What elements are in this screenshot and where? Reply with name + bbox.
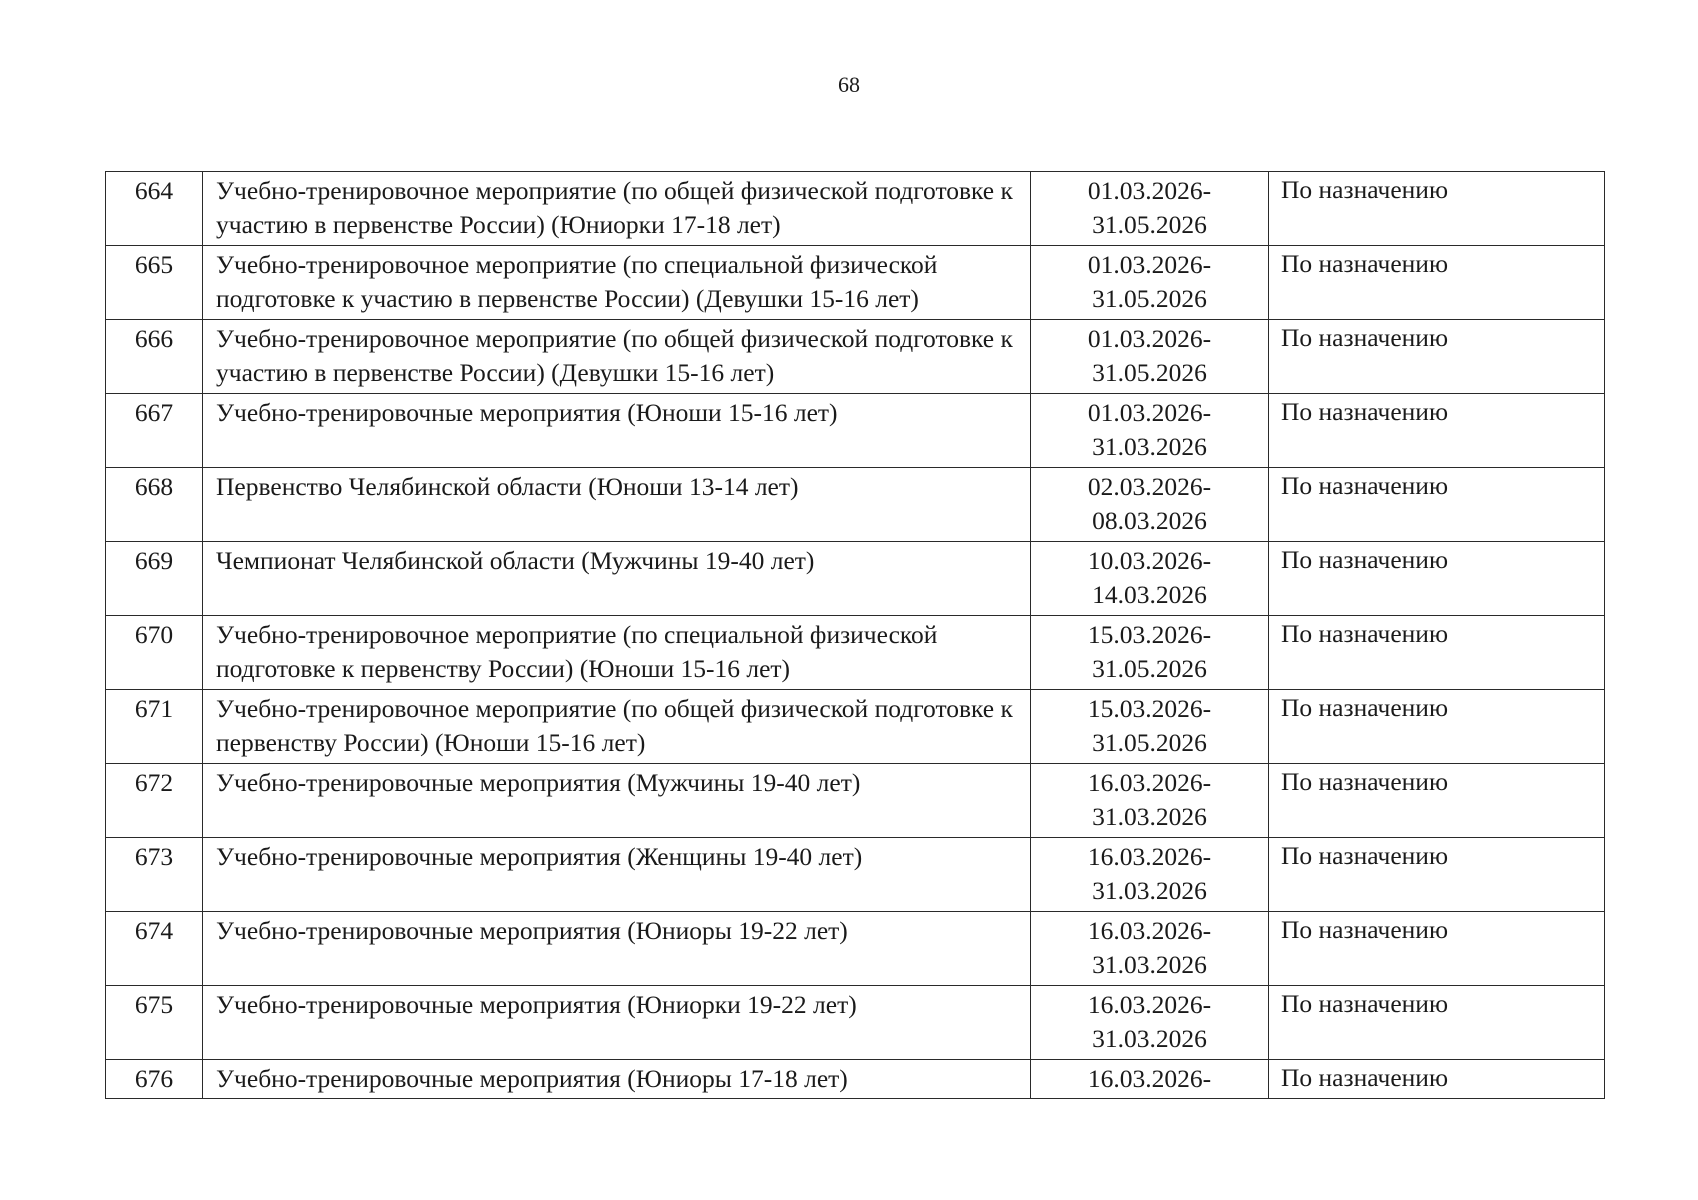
date-start: 16.03.2026- xyxy=(1087,990,1212,1019)
date-end: 31.03.2026 xyxy=(1092,1024,1207,1053)
events-table-body xyxy=(106,172,1605,1099)
event-dates xyxy=(1031,172,1269,246)
date-start: 16.03.2026- xyxy=(1087,1064,1212,1093)
event-place: По назначению xyxy=(1269,394,1605,468)
event-name: Учебно-тренировочное мероприятие (по общей физической подготовке к первенству России) (Юноши 15-16 лет) xyxy=(203,690,1031,764)
row-number: 668 xyxy=(106,468,203,542)
row-number: 669 xyxy=(106,542,203,616)
date-start: 01.03.2026- xyxy=(1087,324,1212,353)
event-place: По назначению xyxy=(1269,320,1605,394)
date-end: 31.03.2026 xyxy=(1092,432,1207,461)
event-place: По назначению xyxy=(1269,838,1605,912)
event-dates xyxy=(1031,912,1269,986)
date-end: 31.05.2026 xyxy=(1092,284,1207,313)
page-number: 68 xyxy=(838,72,860,97)
event-name: Чемпионат Челябинской области (Мужчины 19-40 лет) xyxy=(203,542,1031,616)
date-end: 31.05.2026 xyxy=(1092,728,1207,757)
event-place: По назначению xyxy=(1269,246,1605,320)
event-dates xyxy=(1031,394,1269,468)
date-end: 31.05.2026 xyxy=(1092,210,1207,239)
table-row xyxy=(106,616,1605,690)
event-name: Учебно-тренировочное мероприятие (по специальной физической подготовке к первенству России) (Юноши 15-16 лет) xyxy=(203,616,1031,690)
table-row xyxy=(106,542,1605,616)
date-start: 15.03.2026- xyxy=(1087,620,1212,649)
date-end: 31.03.2026 xyxy=(1092,950,1207,979)
event-dates xyxy=(1031,764,1269,838)
date-start: 01.03.2026- xyxy=(1087,250,1212,279)
date-start: 01.03.2026- xyxy=(1087,176,1212,205)
event-name: Учебно-тренировочные мероприятия (Юниоры 17-18 лет) xyxy=(203,1060,1031,1099)
date-end: 31.05.2026 xyxy=(1092,358,1207,387)
date-end: 31.05.2026 xyxy=(1092,654,1207,683)
event-dates xyxy=(1031,986,1269,1060)
row-number: 672 xyxy=(106,764,203,838)
date-start: 02.03.2026- xyxy=(1087,472,1212,501)
table-row xyxy=(106,912,1605,986)
date-start: 16.03.2026- xyxy=(1087,842,1212,871)
event-name: Учебно-тренировочное мероприятие (по специальной физической подготовке к участию в первенстве России) (Девушки 15-16 лет) xyxy=(203,246,1031,320)
row-number: 670 xyxy=(106,616,203,690)
date-end: 31.03.2026 xyxy=(1092,876,1207,905)
event-place: По назначению xyxy=(1269,542,1605,616)
event-name: Учебно-тренировочные мероприятия (Женщины 19-40 лет) xyxy=(203,838,1031,912)
event-place: По назначению xyxy=(1269,912,1605,986)
table-row xyxy=(106,986,1605,1060)
table-row xyxy=(106,394,1605,468)
row-number: 667 xyxy=(106,394,203,468)
event-dates xyxy=(1031,616,1269,690)
event-name: Учебно-тренировочные мероприятия (Юниорки 19-22 лет) xyxy=(203,986,1031,1060)
event-name: Первенство Челябинской области (Юноши 13-14 лет) xyxy=(203,468,1031,542)
event-place: По назначению xyxy=(1269,468,1605,542)
date-end: 14.03.2026 xyxy=(1092,580,1207,609)
table-row xyxy=(106,172,1605,246)
event-name: Учебно-тренировочные мероприятия (Юниоры 19-22 лет) xyxy=(203,912,1031,986)
event-dates xyxy=(1031,1060,1269,1099)
event-dates xyxy=(1031,468,1269,542)
date-end: 31.03.2026 xyxy=(1092,802,1207,831)
event-place: По назначению xyxy=(1269,690,1605,764)
event-name: Учебно-тренировочное мероприятие (по общей физической подготовке к участию в первенстве России) (Девушки 15-16 лет) xyxy=(203,320,1031,394)
row-number: 676 xyxy=(106,1060,203,1099)
event-dates xyxy=(1031,246,1269,320)
date-start: 16.03.2026- xyxy=(1087,768,1212,797)
row-number: 674 xyxy=(106,912,203,986)
event-name: Учебно-тренировочное мероприятие (по общей физической подготовке к участию в первенстве России) (Юниорки 17-18 лет) xyxy=(203,172,1031,246)
event-name: Учебно-тренировочные мероприятия (Юноши 15-16 лет) xyxy=(203,394,1031,468)
event-name: Учебно-тренировочные мероприятия (Мужчины 19-40 лет) xyxy=(203,764,1031,838)
table-row xyxy=(106,690,1605,764)
date-start: 16.03.2026- xyxy=(1087,916,1212,945)
row-number: 671 xyxy=(106,690,203,764)
table-row xyxy=(106,468,1605,542)
row-number: 666 xyxy=(106,320,203,394)
event-dates xyxy=(1031,838,1269,912)
row-number: 664 xyxy=(106,172,203,246)
event-dates xyxy=(1031,542,1269,616)
event-place: По назначению xyxy=(1269,616,1605,690)
table-row xyxy=(106,838,1605,912)
event-place: По назначению xyxy=(1269,764,1605,838)
row-number: 675 xyxy=(106,986,203,1060)
event-place: По назначению xyxy=(1269,986,1605,1060)
row-number: 665 xyxy=(106,246,203,320)
table-row xyxy=(106,320,1605,394)
date-start: 10.03.2026- xyxy=(1087,546,1212,575)
row-number: 673 xyxy=(106,838,203,912)
table-row xyxy=(106,764,1605,838)
date-start: 15.03.2026- xyxy=(1087,694,1212,723)
event-place: По назначению xyxy=(1269,1060,1605,1099)
event-place: По назначению xyxy=(1269,172,1605,246)
date-start: 01.03.2026- xyxy=(1087,398,1212,427)
event-dates xyxy=(1031,320,1269,394)
event-dates xyxy=(1031,690,1269,764)
table-row xyxy=(106,1060,1605,1099)
table-row xyxy=(106,246,1605,320)
events-table xyxy=(105,171,1605,1099)
date-end: 08.03.2026 xyxy=(1092,506,1207,535)
